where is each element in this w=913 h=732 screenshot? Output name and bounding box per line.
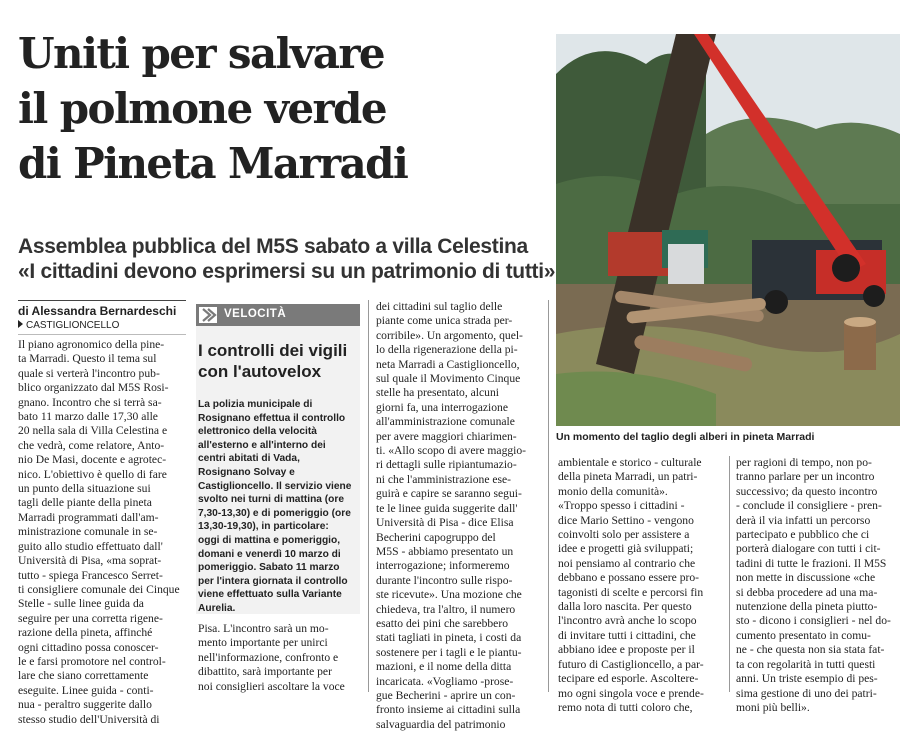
text-line: Stelle - sulle linee guida da (18, 597, 144, 611)
sidebar-title (198, 340, 347, 382)
article-column-5 (736, 456, 902, 715)
text-line: derà il via infatti un percorso (736, 513, 871, 527)
text-line: nutenzione della pineta piutto- (736, 600, 878, 614)
text-line: «Troppo spesso i cittadini - (558, 499, 685, 513)
text-line: ste ricevute». Una mozione che (376, 588, 522, 602)
subheadline-line: «I cittadini devono esprimersi su un patrimonio di tutti» (18, 260, 556, 283)
sidebar-body-line: pomeriggio. Sabato 11 marzo (198, 562, 340, 574)
text-line: per ragioni di tempo, non po- (736, 456, 872, 469)
headline (18, 26, 538, 191)
byline-rule (18, 300, 186, 301)
text-line: sul quale il Movimento Cinque (376, 372, 521, 386)
text-line: Università di Pisa - dice Elisa (376, 516, 514, 530)
text-line: seguire per una corretta rigene- (18, 611, 163, 625)
sidebar-body-line: Rosignano Solvay e (198, 466, 295, 478)
text-line: noi consiglieri ascoltare la voce (198, 679, 345, 693)
article-column-1 (18, 338, 186, 727)
text-line: ni che l'amministrazione ese- (376, 472, 512, 486)
text-line: mazioni, e il nome della ditta (376, 660, 512, 674)
text-line: partecipato e pubblico che ci (736, 528, 870, 542)
sidebar-body-line: centri abitati di Vada, (198, 453, 300, 465)
sidebar-body (198, 398, 358, 616)
sidebar-title-line: I controlli dei vigili (198, 341, 348, 360)
text-line: moni più belli». (736, 700, 810, 714)
text-line: cumento presentato in comu- (736, 628, 871, 642)
dateline-arrow-icon (18, 320, 23, 328)
subheadline-line: Assemblea pubblica del M5S sabato a villa Celestina (18, 235, 528, 258)
text-line: blico organizzato dal M5S Rosi- (18, 381, 169, 395)
text-line: razione della pineta, affinché (18, 626, 153, 640)
text-line: idee e progetti già sviluppati; (558, 542, 694, 556)
headline-line: Uniti per salvare (18, 29, 385, 78)
byline: di Alessandra Bernardeschi (18, 304, 177, 318)
text-line: salvaguardia del patrimonio (376, 717, 506, 731)
text-line: tranno parlare per un incontro (736, 470, 875, 484)
text-line: lo della rigenerazione della pi- (376, 343, 518, 357)
sidebar-body-line: viene effettuato sulla Variante (198, 589, 342, 601)
article-column-2 (198, 622, 362, 694)
column-divider (729, 456, 730, 692)
text-line: sto - dicono i consiglieri - nel do- (736, 614, 891, 628)
text-line: abbiano idee e proposte per il (558, 643, 695, 657)
text-line: ne - che questa non sia stata fat- (736, 643, 885, 657)
article-column-3 (376, 300, 541, 732)
text-line: tagonisti di scelte e percorsi fin (558, 585, 704, 599)
text-line: eseguite. Linee guida - conti- (18, 683, 154, 697)
text-line: futuro di Castiglioncello, a par- (558, 657, 704, 671)
dateline (18, 320, 119, 331)
text-line: Becherini capogruppo del (376, 530, 496, 544)
text-line: all'amministrazione comunale (376, 415, 515, 429)
sidebar-body-line: all'esterno e all'interno dei (198, 439, 326, 451)
sidebar-title-line: con l'autovelox (198, 362, 322, 381)
photo-caption: Un momento del taglio degli alberi in pineta Marradi (556, 431, 815, 443)
text-line: noi pensiamo al contrario che (558, 556, 696, 570)
text-line: debbano e possano essere pro- (558, 571, 700, 585)
text-line: durante l'incontro sulle rispo- (376, 573, 513, 587)
text-line: nua - peraltro suggerite dallo (18, 698, 152, 712)
text-line: mento importante per unirci (198, 636, 328, 650)
text-line: per avere maggiori chiarimen- (376, 429, 517, 443)
text-line: neta Marradi a Castiglioncello, (376, 357, 520, 371)
text-line: tadini di tutte le frazioni. Il M5S (736, 556, 887, 570)
text-line: ri dettagli sulle ripiantumazio- (376, 458, 517, 472)
sidebar-body-line: 7,30-13,30) e di pomeriggio (ore (198, 507, 351, 519)
sidebar-tag-label: VELOCITÀ (224, 308, 287, 320)
text-line: gue Becherini - aprire un con- (376, 688, 516, 702)
sidebar-body-line: Castiglioncello. Il servizio viene (198, 480, 352, 492)
text-line: l'incontro avrà anche lo scopo (558, 614, 697, 628)
text-line: esatto dei pini che sarebbero (376, 616, 508, 630)
text-line: remo nota di tutti coloro che, (558, 700, 693, 714)
text-line: dei cittadini sul taglio delle (376, 300, 503, 313)
text-line: ti. «Allo scopo di avere maggio- (376, 444, 527, 458)
text-line: della pineta Marradi, un patri- (558, 470, 698, 484)
arrow-right-icon (199, 307, 217, 323)
sidebar-body-line: per l'intera giornata il controllo (198, 575, 348, 587)
text-line: incaricata. «Vogliamo -prose- (376, 674, 514, 688)
text-line: stati tagliati in pineta, i costi da (376, 631, 522, 645)
text-line: Pisa. L'incontro sarà un mo- (198, 622, 329, 635)
article-photo (556, 34, 900, 426)
sidebar-body-line: svolto nei turni di mattina (ore (198, 494, 345, 506)
headline-line: il polmone verde (18, 84, 386, 133)
sidebar-tag (196, 304, 360, 326)
text-line: - conclude il consigliere - pren- (736, 499, 882, 513)
sidebar-body-line: Rosignano effettua il controllo (198, 412, 346, 424)
text-line: di invitare tutti i cittadini, che (558, 628, 696, 642)
text-line: coinvolti solo per assistere a (558, 528, 690, 542)
column-divider (548, 300, 549, 692)
sidebar-body-line: Aurelia. (198, 602, 236, 614)
text-line: nio De Masi, docente e agrotec- (18, 453, 167, 467)
text-line: stelle ha presentato, alcuni (376, 386, 499, 400)
text-line: guito allo studio effettuato dall' (18, 539, 163, 553)
text-line: tutto - spiega Francesco Serret- (18, 568, 163, 582)
byline-bottom-rule (18, 334, 186, 335)
sidebar-body-line: La polizia municipale di (198, 399, 313, 410)
text-line: Il piano agronomico della pine- (18, 338, 165, 351)
text-line: ogni cittadino possa conoscer- (18, 640, 159, 654)
column-divider (368, 300, 369, 692)
text-line: ta con regolarità in tutti questi (736, 657, 876, 671)
text-line: Marradi programmati dall'am- (18, 510, 159, 524)
text-line: tagli delle piante della pineta (18, 496, 152, 510)
sidebar-body-line: domani e venerdì 10 marzo di (198, 548, 341, 560)
text-line: tecipare ed esporle. Ascoltere- (558, 672, 699, 686)
text-line: sima gestione di uno dei patri- (736, 686, 877, 700)
text-line: fronto insieme ai cittadini sulla (376, 703, 521, 717)
text-line: Università di Pisa, «ma soprat- (18, 554, 162, 568)
text-line: mo ogni singola voce e prende- (558, 686, 704, 700)
sidebar-body-line: 13,30-19,30), in particolare: (198, 521, 329, 533)
text-line: ti consigliere comunale dei Cinque (18, 582, 180, 596)
text-line: che vedrà, come relatore, Anto- (18, 438, 165, 452)
text-line: anni. Un triste esempio di pes- (736, 672, 878, 686)
text-line: lare che siano correttamente (18, 669, 149, 683)
text-line: dibattito, sarà importante per (198, 665, 332, 679)
text-line: bato 11 marzo dalle 17,30 alle (18, 410, 158, 424)
text-line: successivo; da questo incontro (736, 484, 878, 498)
text-line: un punto della situazione sui (18, 482, 151, 496)
sidebar-body-line: oggi di mattina e pomeriggio, (198, 534, 341, 546)
dateline-text: CASTIGLIONCELLO (26, 320, 120, 331)
sidebar-body-line: elettronico della velocità (198, 426, 317, 438)
text-line: dice Mario Settino - vengono (558, 513, 694, 527)
headline-line: di Pineta Marradi (18, 139, 408, 188)
text-line: M5S - abbiamo presentato un (376, 544, 514, 558)
text-line: dalla loro nascita. Per questo (558, 600, 692, 614)
text-line: giorni fa, una interrogazione (376, 400, 508, 414)
text-line: te le linee guida suggerite dall' (376, 501, 518, 515)
text-line: ministrazione comunale in se- (18, 525, 158, 539)
text-line: piante come unica strada per- (376, 314, 513, 328)
text-line: quale si verterà l'incontro pub- (18, 366, 160, 380)
text-line: corribile». Un argomento, quel- (376, 328, 523, 342)
subheadline (18, 234, 558, 284)
text-line: sostenere per i tagli e le piantu- (376, 645, 522, 659)
text-line: interrogazione; informeremo (376, 559, 510, 573)
text-line: gnano. Incontro che si terrà sa- (18, 395, 162, 409)
text-line: le e farsi promotore nel control- (18, 654, 166, 668)
text-line: nico. L'obiettivo è quello di fare (18, 467, 167, 481)
text-line: guirà e capire se saranno segui- (376, 487, 522, 501)
text-line: chiedeva, tra l'altro, il numero (376, 602, 516, 616)
article-column-4 (558, 456, 724, 715)
text-line: 20 nella sala di Villa Celestina e (18, 424, 168, 438)
text-line: stesso studio dell'Università di (18, 712, 160, 726)
text-line: ambientale e storico - culturale (558, 456, 702, 469)
text-line: ta Marradi. Questo il tema sul (18, 352, 157, 366)
text-line: non mette in discussione «che (736, 571, 876, 585)
text-line: monio della comunità». (558, 484, 668, 498)
text-line: si debba procedere ad una ma- (736, 585, 878, 599)
text-line: porterà dialogare con tutti i cit- (736, 542, 881, 556)
text-line: nell'informazione, confronto e (198, 650, 339, 664)
